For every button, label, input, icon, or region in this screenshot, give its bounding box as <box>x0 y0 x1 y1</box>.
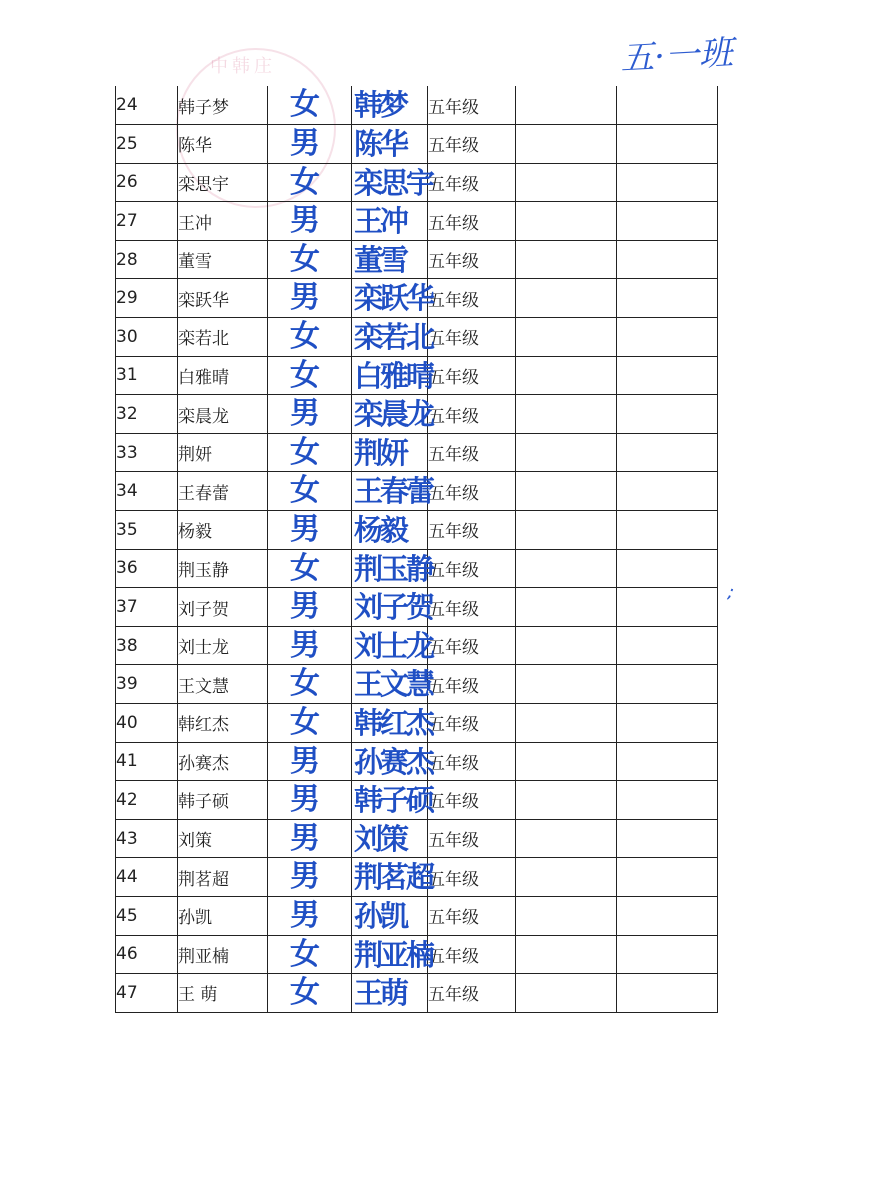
gender-cell <box>268 240 352 279</box>
table-row <box>116 781 718 820</box>
gender-cell <box>268 742 352 781</box>
grade-cell: 五年级 <box>428 781 516 820</box>
grade-cell: 五年级 <box>428 974 516 1013</box>
empty-cell <box>617 125 718 164</box>
student-name: 栾晨龙 <box>178 395 268 434</box>
student-number: 32 <box>116 395 178 434</box>
gender-cell <box>268 395 352 434</box>
handwritten-gender: 女 <box>290 357 320 393</box>
signature-cell <box>352 781 433 820</box>
table-row <box>116 279 718 318</box>
table-row <box>116 858 718 897</box>
handwritten-gender: 女 <box>290 87 320 122</box>
handwritten-gender: 男 <box>290 396 320 432</box>
student-name: 孙凯 <box>178 896 268 935</box>
student-number: 42 <box>116 781 178 820</box>
handwritten-signature: 韩梦 <box>354 88 407 122</box>
grade-cell: 五年级 <box>428 626 516 665</box>
student-number: 39 <box>116 665 178 704</box>
signature-cell <box>352 472 433 511</box>
table-row <box>116 433 718 472</box>
grade-cell: 五年级 <box>428 511 516 550</box>
empty-cell <box>516 819 617 858</box>
signature-cell <box>352 433 428 472</box>
grade-cell: 五年级 <box>428 742 516 781</box>
handwritten-gender: 男 <box>290 126 320 162</box>
handwritten-signature: 王春蕾 <box>354 474 433 509</box>
student-name: 杨毅 <box>178 511 268 550</box>
empty-cell <box>516 86 617 125</box>
handwritten-signature: 王冲 <box>354 204 407 239</box>
empty-cell <box>516 433 617 472</box>
student-name: 荆妍 <box>178 433 268 472</box>
student-number: 35 <box>116 511 178 550</box>
handwritten-gender: 男 <box>290 627 320 663</box>
student-number: 47 <box>116 974 178 1013</box>
empty-cell <box>617 356 718 395</box>
handwritten-signature: 栾思宇 <box>354 165 433 200</box>
handwritten-signature: 荆茗超 <box>354 860 433 895</box>
student-number: 38 <box>116 626 178 665</box>
student-name: 刘士龙 <box>178 626 268 665</box>
student-name: 韩红杰 <box>178 704 268 743</box>
signature-cell <box>352 704 433 743</box>
handwritten-signature: 韩子硕 <box>354 783 433 818</box>
empty-cell <box>516 549 617 588</box>
gender-cell <box>268 704 352 743</box>
signature-cell <box>352 202 428 241</box>
grade-cell: 五年级 <box>428 395 516 434</box>
gender-cell <box>268 356 352 395</box>
empty-cell <box>617 819 718 858</box>
empty-cell <box>617 472 718 511</box>
table-row <box>116 395 718 434</box>
grade-cell: 五年级 <box>428 356 516 395</box>
student-number: 25 <box>116 125 178 164</box>
handwritten-signature: 孙凯 <box>354 898 407 933</box>
student-number: 45 <box>116 896 178 935</box>
empty-cell <box>516 240 617 279</box>
student-number: 24 <box>116 86 178 125</box>
handwritten-gender: 女 <box>290 434 320 470</box>
student-name: 荆茗超 <box>178 858 268 897</box>
signature-cell <box>352 974 428 1013</box>
grade-cell: 五年级 <box>428 704 516 743</box>
signature-cell <box>352 163 433 202</box>
signature-cell <box>352 549 433 588</box>
gender-cell <box>268 86 352 125</box>
gender-cell <box>268 665 352 704</box>
empty-cell <box>516 511 617 550</box>
student-name: 陈华 <box>178 125 268 164</box>
handwritten-signature: 荆妍 <box>354 435 407 470</box>
empty-cell <box>617 202 718 241</box>
gender-cell <box>268 279 352 318</box>
handwritten-gender: 男 <box>290 203 320 239</box>
student-number: 30 <box>116 318 178 357</box>
student-number: 33 <box>116 433 178 472</box>
table-row <box>116 742 718 781</box>
table-row <box>116 974 718 1013</box>
empty-cell <box>516 626 617 665</box>
gender-cell <box>268 511 352 550</box>
handwritten-gender: 男 <box>290 280 320 316</box>
handwritten-gender: 女 <box>290 705 320 740</box>
grade-cell: 五年级 <box>428 935 516 974</box>
gender-cell <box>268 125 352 164</box>
student-name: 刘子贺 <box>178 588 268 627</box>
student-number: 40 <box>116 704 178 743</box>
student-number: 36 <box>116 549 178 588</box>
gender-cell <box>268 472 352 511</box>
student-name: 韩子梦 <box>178 86 268 125</box>
signature-cell <box>352 279 433 318</box>
student-name: 王春蕾 <box>178 472 268 511</box>
handwritten-gender: 女 <box>290 241 320 277</box>
signature-cell <box>352 86 428 125</box>
empty-cell <box>516 202 617 241</box>
grade-cell: 五年级 <box>428 433 516 472</box>
student-name: 荆玉静 <box>178 549 268 588</box>
student-name: 韩子硕 <box>178 781 268 820</box>
grade-cell: 五年级 <box>428 86 516 125</box>
grade-cell: 五年级 <box>428 318 516 357</box>
empty-cell <box>516 318 617 357</box>
empty-cell <box>516 588 617 627</box>
table-row <box>116 588 718 627</box>
table-row <box>116 626 718 665</box>
table-row <box>116 665 718 704</box>
handwritten-signature: 孙赛杰 <box>354 744 433 779</box>
student-name: 白雅晴 <box>178 356 268 395</box>
gender-cell <box>268 626 352 665</box>
signature-cell <box>352 742 433 781</box>
signature-cell <box>352 511 428 550</box>
student-roster-table <box>115 86 718 1013</box>
seal-text: 中韩庄 <box>210 56 276 77</box>
gender-cell <box>268 318 352 357</box>
student-name: 王 萌 <box>178 974 268 1013</box>
empty-cell <box>617 858 718 897</box>
handwritten-signature: 荆亚楠 <box>354 937 433 972</box>
grade-cell: 五年级 <box>428 858 516 897</box>
grade-cell: 五年级 <box>428 819 516 858</box>
empty-cell <box>617 279 718 318</box>
grade-cell: 五年级 <box>428 588 516 627</box>
handwritten-gender: 男 <box>290 820 320 856</box>
student-name: 王文慧 <box>178 665 268 704</box>
empty-cell <box>516 395 617 434</box>
empty-cell <box>617 163 718 202</box>
table-row <box>116 511 718 550</box>
student-number: 26 <box>116 163 178 202</box>
table-row <box>116 896 718 935</box>
handwritten-gender: 女 <box>290 319 320 355</box>
stray-ink-mark: ; <box>724 581 738 604</box>
signature-cell <box>352 626 433 665</box>
empty-cell <box>617 781 718 820</box>
empty-cell <box>516 858 617 897</box>
empty-cell <box>617 896 718 935</box>
grade-cell: 五年级 <box>428 163 516 202</box>
gender-cell <box>268 163 352 202</box>
student-number: 28 <box>116 240 178 279</box>
empty-cell <box>617 704 718 743</box>
handwritten-gender: 女 <box>290 666 320 702</box>
student-name: 荆亚楠 <box>178 935 268 974</box>
signature-cell <box>352 896 428 935</box>
table-row <box>116 202 718 241</box>
gender-cell <box>268 202 352 241</box>
empty-cell <box>617 935 718 974</box>
empty-cell <box>617 588 718 627</box>
student-number: 43 <box>116 819 178 858</box>
empty-cell <box>516 665 617 704</box>
signature-cell <box>352 588 433 627</box>
handwritten-signature: 陈华 <box>354 127 407 162</box>
student-number: 41 <box>116 742 178 781</box>
grade-cell: 五年级 <box>428 240 516 279</box>
student-number: 29 <box>116 279 178 318</box>
gender-cell <box>268 433 352 472</box>
grade-cell: 五年级 <box>428 896 516 935</box>
handwritten-gender: 男 <box>290 589 320 625</box>
handwritten-gender: 女 <box>290 975 320 1011</box>
empty-cell <box>617 318 718 357</box>
signature-cell <box>352 125 428 164</box>
gender-cell <box>268 819 352 858</box>
empty-cell <box>516 704 617 743</box>
student-name: 栾跃华 <box>178 279 268 318</box>
grade-cell: 五年级 <box>428 472 516 511</box>
gender-cell <box>268 549 352 588</box>
student-name: 孙赛杰 <box>178 742 268 781</box>
empty-cell <box>516 356 617 395</box>
student-name: 董雪 <box>178 240 268 279</box>
gender-cell <box>268 896 352 935</box>
handwritten-signature: 栾若北 <box>354 320 433 355</box>
handwritten-signature: 王萌 <box>354 976 407 1011</box>
student-name: 栾思宇 <box>178 163 268 202</box>
empty-cell <box>617 626 718 665</box>
empty-cell <box>516 163 617 202</box>
empty-cell <box>516 279 617 318</box>
gender-cell <box>268 974 352 1013</box>
empty-cell <box>617 395 718 434</box>
empty-cell <box>617 549 718 588</box>
grade-cell: 五年级 <box>428 279 516 318</box>
student-number: 44 <box>116 858 178 897</box>
empty-cell <box>516 974 617 1013</box>
table-row <box>116 935 718 974</box>
empty-cell <box>617 665 718 704</box>
signature-cell <box>352 858 433 897</box>
handwritten-gender: 女 <box>290 164 320 200</box>
signature-cell <box>352 240 428 279</box>
handwritten-signature: 栾晨龙 <box>354 397 433 432</box>
grade-cell: 五年级 <box>428 549 516 588</box>
handwritten-signature: 王文慧 <box>354 667 433 702</box>
empty-cell <box>617 511 718 550</box>
handwritten-gender: 男 <box>290 512 320 548</box>
empty-cell <box>516 742 617 781</box>
grade-cell: 五年级 <box>428 202 516 241</box>
student-number: 37 <box>116 588 178 627</box>
signature-cell <box>352 318 433 357</box>
roster-body <box>116 86 718 1012</box>
empty-cell <box>617 433 718 472</box>
student-name: 栾若北 <box>178 318 268 357</box>
signature-cell <box>352 395 433 434</box>
student-name: 王冲 <box>178 202 268 241</box>
table-row <box>116 318 718 357</box>
student-number: 27 <box>116 202 178 241</box>
handwritten-signature: 杨毅 <box>354 513 407 548</box>
handwritten-signature: 董雪 <box>354 242 407 277</box>
handwritten-signature: 刘士龙 <box>354 628 433 663</box>
table-row <box>116 240 718 279</box>
empty-cell <box>516 472 617 511</box>
signature-cell <box>352 665 433 704</box>
student-name: 刘策 <box>178 819 268 858</box>
handwritten-gender: 女 <box>290 936 320 972</box>
table-row <box>116 549 718 588</box>
handwritten-signature: 刘策 <box>354 821 407 856</box>
student-number: 46 <box>116 935 178 974</box>
table-row <box>116 704 718 743</box>
student-number: 31 <box>116 356 178 395</box>
handwritten-signature: 荆玉静 <box>354 551 433 586</box>
empty-cell <box>617 742 718 781</box>
handwritten-gender: 女 <box>290 473 320 509</box>
table-row <box>116 356 718 395</box>
empty-cell <box>516 781 617 820</box>
table-row <box>116 472 718 511</box>
empty-cell <box>617 86 718 125</box>
gender-cell <box>268 781 352 820</box>
table-row <box>116 819 718 858</box>
grade-cell: 五年级 <box>428 665 516 704</box>
empty-cell <box>617 974 718 1013</box>
student-number: 34 <box>116 472 178 511</box>
handwritten-gender: 女 <box>290 550 320 586</box>
handwritten-gender: 男 <box>290 782 320 818</box>
handwritten-class-note: 五·一班 <box>619 33 734 79</box>
gender-cell <box>268 858 352 897</box>
empty-cell <box>617 240 718 279</box>
handwritten-signature: 白雅晴 <box>354 358 433 393</box>
table-row <box>116 125 718 164</box>
handwritten-gender: 男 <box>290 897 320 933</box>
empty-cell <box>516 125 617 164</box>
table-row <box>116 86 718 125</box>
signature-cell <box>352 819 428 858</box>
grade-cell: 五年级 <box>428 125 516 164</box>
gender-cell <box>268 588 352 627</box>
handwritten-signature: 韩红杰 <box>354 706 433 740</box>
signature-cell <box>352 935 433 974</box>
handwritten-gender: 男 <box>290 743 320 779</box>
empty-cell <box>516 896 617 935</box>
handwritten-signature: 刘子贺 <box>354 590 433 625</box>
signature-cell <box>352 356 433 395</box>
handwritten-signature: 栾跃华 <box>354 281 433 316</box>
table-row <box>116 163 718 202</box>
gender-cell <box>268 935 352 974</box>
empty-cell <box>516 935 617 974</box>
handwritten-gender: 男 <box>290 859 320 895</box>
